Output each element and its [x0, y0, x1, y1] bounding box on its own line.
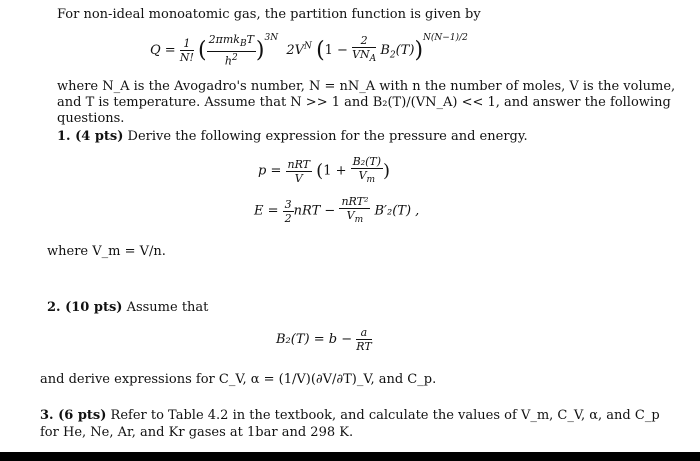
- eq-q-lhs: Q =: [150, 43, 176, 58]
- eq-q-frac2: $\frac{2\pi mk_BT}{h^2}$: [208, 33, 254, 68]
- pressure-equation: p = $\frac{\text{nRT}}{V}$ (1 + $\frac{\text{B₂(T)}}{V_m}$ ): [258, 155, 391, 186]
- question-3-line-2: for He, Ne, Ar, and Kr gases at 1bar and 298 K.: [40, 425, 354, 440]
- question-3-text: Refer to Table 4.2 in the textbook, and calculate the values of V_m, C_V, α, and C_p: [110, 408, 660, 423]
- eq-q-exp2: N(N−1)/2: [423, 33, 468, 43]
- where-line-1: where N_A is the Avogadro's number, N = nN_A with n the number of moles, V is the volume,: [57, 79, 676, 94]
- question-2-derive: and derive expressions for C_V, α = (1/V)(∂V/∂T)_V, and C_p.: [40, 372, 437, 387]
- question-1-text: Derive the following expression for the pressure and energy.: [127, 129, 528, 144]
- eq-q-exp1: 3N: [264, 33, 279, 43]
- eq-q-frac3: $\frac{2}{VN_A}$: [352, 34, 377, 65]
- question-1-label: 1. (4 pts): [57, 129, 124, 144]
- eq-q-frac1: $\frac{1}{N!}$: [179, 37, 194, 64]
- where-line-2: and T is temperature. Assume that N >> 1 and B₂(T)/(VN_A) << 1, and answer the following: [57, 95, 671, 110]
- question-2-text: Assume that: [126, 300, 209, 315]
- question-2-label: 2. (10 pts): [47, 300, 123, 315]
- energy-equation: E = $\frac{3}{2}$ nRT − $\frac{\text{nRT²}}{V_m}$ B′₂(T) ,: [254, 195, 420, 226]
- question-2: [47, 300, 208, 316]
- partition-function-equation: Q = $\frac{1}{N!}$ ( $\frac{2\pi mk_BT}{h^2}$ )$^{3N}$ $2V^N$ (1 − $\frac{2}{VN_A}$ $B_2(T))^{N(N-1)/2}$: [150, 33, 468, 68]
- b2-equation: B₂(T) = b − $\frac{a}{RT}$: [276, 326, 372, 353]
- where-line-3: questions.: [57, 111, 125, 126]
- intro-text: For non-ideal monoatomic gas, the partition function is given by: [57, 7, 481, 22]
- question-1: [57, 129, 528, 145]
- where-vm: where V_m = V/n.: [47, 244, 166, 259]
- question-3-line-1: [40, 408, 660, 424]
- bottom-border: [0, 452, 700, 461]
- question-3-label: 3. (6 pts): [40, 408, 107, 423]
